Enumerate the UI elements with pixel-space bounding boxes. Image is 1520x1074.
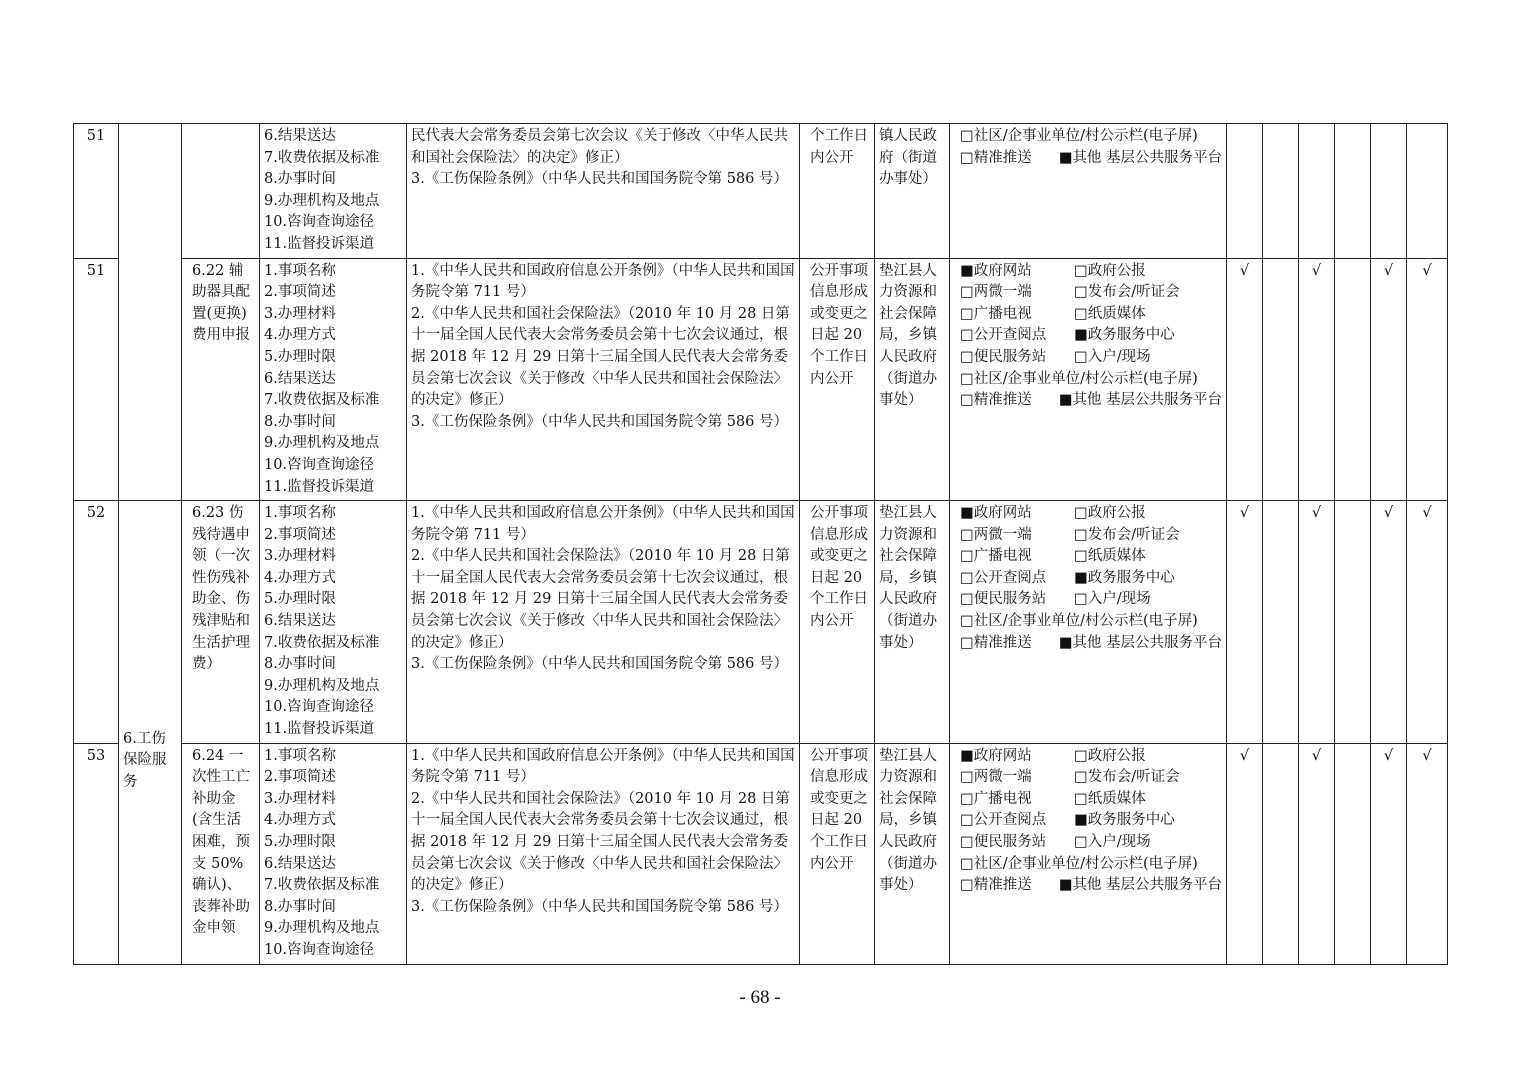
channel-option: □政府公报: [1074, 262, 1146, 279]
channel-option: □发布会/听证会: [1074, 526, 1180, 543]
channel-option: ■政务服务中心: [1074, 569, 1175, 586]
channels-cell: [950, 501, 1227, 744]
check-mark-cell: √: [1227, 501, 1263, 744]
channel-option: □纸质媒体: [1074, 305, 1146, 322]
channel-option: □两微一端: [960, 769, 1032, 786]
content-item: 10.咨询查询途径: [264, 214, 375, 231]
channel-line: [960, 568, 1222, 590]
content-item: 4.办理方式: [264, 327, 336, 344]
content-item: 9.办理机构及地点: [264, 435, 380, 452]
page-number: - 68 -: [739, 987, 781, 1008]
content-item: 6.结果送达: [264, 370, 336, 387]
channel-option: □便民服务站: [960, 348, 1047, 365]
check-mark-cell: √: [1407, 258, 1448, 501]
seq-cell: 53: [74, 743, 119, 964]
channel-option: ■其他 基层公共服务平台: [1058, 392, 1222, 409]
content-item: 11.监督投诉渠道: [264, 478, 375, 495]
content-item: 7.收费依据及标准: [264, 392, 380, 409]
check-mark-cell: [1263, 743, 1299, 964]
check-mark-cell: [1335, 124, 1371, 259]
disclosure-table: [73, 123, 1448, 965]
channel-option: □发布会/听证会: [1074, 769, 1180, 786]
channel-option: □精准推送: [960, 149, 1032, 166]
channel-option: ■政府网站: [960, 262, 1032, 279]
channel-line: [960, 789, 1222, 811]
table-row: [74, 743, 1448, 964]
check-mark-cell: [1263, 501, 1299, 744]
channel-line: [960, 325, 1222, 347]
contents-cell: [260, 743, 407, 964]
channel-line: [960, 148, 1222, 170]
channel-option: □公开查阅点: [960, 812, 1047, 829]
subject-cell: 垫江县人力资源和社会保障局，乡镇人民政府（街道办事处）: [875, 258, 950, 501]
basis-cell: [407, 743, 800, 964]
channel-option: □入户/现场: [1074, 348, 1151, 365]
content-item: 8.办事时间: [264, 413, 336, 430]
channel-option: □精准推送: [960, 392, 1032, 409]
channel-option: □广播电视: [960, 790, 1032, 807]
contents-cell: [260, 258, 407, 501]
check-mark-cell: √: [1299, 743, 1335, 964]
check-mark-cell: [1335, 258, 1371, 501]
channel-option: ■政务服务中心: [1074, 327, 1175, 344]
channel-option: □入户/现场: [1074, 591, 1151, 608]
item-name-cell: 6.22 辅助器具配置(更换)费用申报: [182, 258, 260, 501]
content-item: 7.收费依据及标准: [264, 634, 380, 651]
channel-line: [960, 369, 1222, 391]
basis-cell: [407, 124, 800, 259]
channel-option: □社区/企事业单位/村公示栏(电子屏): [960, 855, 1198, 872]
content-item: 9.办理机构及地点: [264, 192, 380, 209]
content-item: 7.收费依据及标准: [264, 877, 380, 894]
channel-option: □纸质媒体: [1074, 790, 1146, 807]
content-item: 8.办事时间: [264, 898, 336, 915]
check-mark-cell: [1263, 124, 1299, 259]
time-cell: 公开事项信息形成或变更之日起 20 个工作日内公开: [800, 258, 875, 501]
content-item: 1.事项名称: [264, 262, 336, 279]
seq-cell: 51: [74, 124, 119, 259]
channel-option: □便民服务站: [960, 591, 1047, 608]
category-cell: [119, 124, 182, 501]
subject-cell: 垫江县人力资源和社会保障局，乡镇人民政府（街道办事处）: [875, 743, 950, 964]
time-cell: 公开事项信息形成或变更之日起 20 个工作日内公开: [800, 501, 875, 744]
item-name-cell: 6.23 伤残待遇申领（一次性伤残补助金、伤残津贴和生活护理费）: [182, 501, 260, 744]
basis-line: 3.《工伤保险条例》（中华人民共和国国务院令第 586 号）: [411, 656, 788, 673]
check-mark-cell: √: [1299, 258, 1335, 501]
content-item: 10.咨询查询途径: [264, 456, 375, 473]
content-item: 11.监督投诉渠道: [264, 721, 375, 738]
channel-line: [960, 746, 1222, 768]
table-row: [74, 124, 1448, 259]
content-item: 6.结果送达: [264, 613, 336, 630]
basis-line: 2.《中华人民共和国社会保险法》（2010 年 10 月 28 日第十一届全国人民代表大会常务委员会第十七次会议通过，根据 2018 年 12 月 29 日第十三届全国人民代表大会常务委员会第七次会议《关于修改〈中华人民共和国社会保险法〉的决定》修正）: [411, 790, 790, 894]
channel-line: [960, 503, 1222, 525]
content-item: 10.咨询查询途径: [264, 699, 375, 716]
check-mark-cell: √: [1407, 743, 1448, 964]
content-item: 8.办事时间: [264, 656, 336, 673]
channel-line: [960, 854, 1222, 876]
channels-cell: [950, 124, 1227, 259]
table-row: [74, 501, 1448, 744]
time-cell: 个工作日内公开: [800, 124, 875, 259]
seq-cell: 51: [74, 258, 119, 501]
check-mark-cell: [1371, 124, 1407, 259]
table-body: [74, 124, 1448, 965]
check-mark-cell: [1407, 124, 1448, 259]
check-mark-cell: √: [1227, 743, 1263, 964]
channel-option: ■其他 基层公共服务平台: [1058, 877, 1222, 894]
contents-cell: [260, 501, 407, 744]
channel-option: □公开查阅点: [960, 327, 1047, 344]
channel-line: [960, 304, 1222, 326]
content-item: 9.办理机构及地点: [264, 920, 380, 937]
channel-line: [960, 347, 1222, 369]
channel-line: [960, 126, 1222, 148]
channel-option: □精准推送: [960, 877, 1032, 894]
channel-line: [960, 261, 1222, 283]
table-row: [74, 258, 1448, 501]
channel-option: □两微一端: [960, 526, 1032, 543]
channel-line: [960, 525, 1222, 547]
content-item: 8.办事时间: [264, 171, 336, 188]
channel-option: □广播电视: [960, 548, 1032, 565]
channel-option: ■其他 基层公共服务平台: [1058, 149, 1222, 166]
channel-line: [960, 875, 1222, 897]
channel-option: □政府公报: [1074, 747, 1146, 764]
basis-line: 1.《中华人民共和国政府信息公开条例》（中华人民共和国国务院令第 711 号）: [411, 262, 795, 301]
content-item: 4.办理方式: [264, 569, 336, 586]
content-item: 3.办理材料: [264, 790, 336, 807]
channel-option: □两微一端: [960, 284, 1032, 301]
time-cell: 公开事项信息形成或变更之日起 20 个工作日内公开: [800, 743, 875, 964]
item-name-cell: [182, 124, 260, 259]
content-item: 9.办理机构及地点: [264, 677, 380, 694]
channel-option: □公开查阅点: [960, 569, 1047, 586]
channel-option: □政府公报: [1074, 505, 1146, 522]
content-item: 2.事项简述: [264, 769, 336, 786]
content-item: 10.咨询查询途径: [264, 941, 375, 958]
content-item: 7.收费依据及标准: [264, 149, 380, 166]
basis-line: 3.《工伤保险条例》（中华人民共和国国务院令第 586 号）: [411, 171, 788, 188]
content-item: 3.办理材料: [264, 305, 336, 322]
content-item: 6.结果送达: [264, 855, 336, 872]
check-mark-cell: √: [1371, 258, 1407, 501]
check-mark-cell: [1335, 743, 1371, 964]
basis-line: 民代表大会常务委员会第七次会议《关于修改〈中华人民共和国社会保险法〉的决定》修正）: [411, 128, 788, 166]
content-item: 4.办理方式: [264, 812, 336, 829]
content-item: 5.办理时限: [264, 348, 336, 365]
category-cell: 6.工伤保险服务: [119, 501, 182, 964]
channel-line: [960, 810, 1222, 832]
channel-option: □纸质媒体: [1074, 548, 1146, 565]
seq-cell: 52: [74, 501, 119, 744]
content-item: 5.办理时限: [264, 834, 336, 850]
content-item: 6.结果送达: [264, 128, 336, 144]
channel-line: [960, 282, 1222, 304]
contents-cell: [260, 124, 407, 259]
basis-line: 1.《中华人民共和国政府信息公开条例》（中华人民共和国国务院令第 711 号）: [411, 747, 795, 786]
check-mark-cell: √: [1299, 501, 1335, 744]
check-mark-cell: [1299, 124, 1335, 259]
basis-line: 3.《工伤保险条例》（中华人民共和国国务院令第 586 号）: [411, 413, 788, 430]
channel-option: □广播电视: [960, 305, 1032, 322]
channel-line: [960, 546, 1222, 568]
channel-line: [960, 767, 1222, 789]
check-mark-cell: [1227, 124, 1263, 259]
check-mark-cell: [1335, 501, 1371, 744]
check-mark-cell: √: [1227, 258, 1263, 501]
basis-line: 2.《中华人民共和国社会保险法》（2010 年 10 月 28 日第十一届全国人民代表大会常务委员会第十七次会议通过，根据 2018 年 12 月 29 日第十三届全国人民代表大会常务委员会第七次会议《关于修改〈中华人民共和国社会保险法〉的决定》修正）: [411, 305, 790, 409]
basis-cell: [407, 501, 800, 744]
channel-line: [960, 633, 1222, 655]
item-name-cell: 6.24 一次性工亡补助金(含生活困难，预支 50%确认)、丧葬补助金申领: [182, 743, 260, 964]
channel-option: ■政府网站: [960, 505, 1032, 522]
basis-line: 2.《中华人民共和国社会保险法》（2010 年 10 月 28 日第十一届全国人民代表大会常务委员会第十七次会议通过，根据 2018 年 12 月 29 日第十三届全国人民代表大会常务委员会第七次会议《关于修改〈中华人民共和国社会保险法〉的决定》修正）: [411, 548, 790, 651]
content-item: 1.事项名称: [264, 505, 336, 522]
channel-line: [960, 589, 1222, 611]
content-item: 3.办理材料: [264, 548, 336, 565]
channel-line: [960, 390, 1222, 412]
channel-option: □社区/企事业单位/村公示栏(电子屏): [960, 128, 1198, 144]
basis-line: 3.《工伤保险条例》（中华人民共和国国务院令第 586 号）: [411, 898, 788, 915]
channel-line: [960, 832, 1222, 854]
channel-option: □入户/现场: [1074, 834, 1151, 850]
subject-cell: 垫江县人力资源和社会保障局，乡镇人民政府（街道办事处）: [875, 501, 950, 744]
check-mark-cell: [1263, 258, 1299, 501]
channel-option: ■其他 基层公共服务平台: [1058, 634, 1222, 651]
channel-option: □社区/企事业单位/村公示栏(电子屏): [960, 613, 1198, 630]
channels-cell: [950, 743, 1227, 964]
content-item: 11.监督投诉渠道: [264, 235, 375, 252]
subject-cell: 镇人民政府（街道办事处）: [875, 124, 950, 259]
basis-line: 1.《中华人民共和国政府信息公开条例》（中华人民共和国国务院令第 711 号）: [411, 505, 795, 543]
channel-option: ■政务服务中心: [1074, 812, 1175, 829]
basis-cell: [407, 258, 800, 501]
channel-option: □精准推送: [960, 634, 1032, 651]
channel-option: □社区/企事业单位/村公示栏(电子屏): [960, 370, 1198, 387]
channel-option: □发布会/听证会: [1074, 284, 1180, 301]
check-mark-cell: √: [1371, 743, 1407, 964]
content-item: 5.办理时限: [264, 591, 336, 608]
content-item: 2.事项简述: [264, 526, 336, 543]
channel-option: ■政府网站: [960, 747, 1032, 764]
channel-line: [960, 611, 1222, 633]
channels-cell: [950, 258, 1227, 501]
content-item: 1.事项名称: [264, 747, 336, 764]
check-mark-cell: √: [1371, 501, 1407, 744]
check-mark-cell: √: [1407, 501, 1448, 744]
content-item: 2.事项简述: [264, 284, 336, 301]
channel-option: □便民服务站: [960, 834, 1047, 850]
